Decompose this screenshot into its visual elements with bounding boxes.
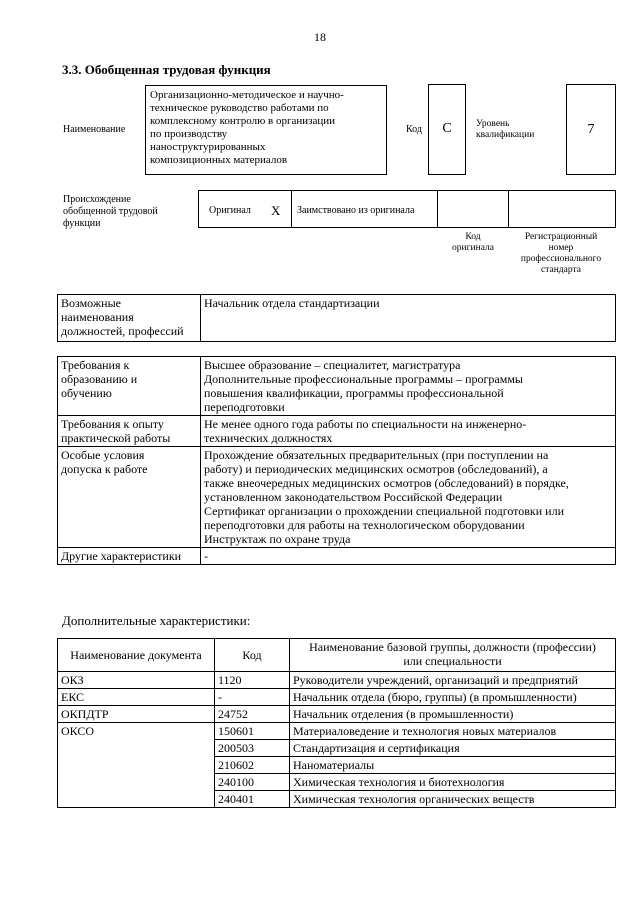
- requirement-value: Прохождение обязательных предварительных (при поступлении на работу) и периодических медицинских осмотров (обследований), а также внеочередных медицинских осмотров (обследований) в порядке, установленном законодательством Российской Федерации Сертификат организации о прохождении специальной подготовки или переподготовки для работы на технологическом оборудовании Инструктаж по охране труда: [201, 447, 616, 548]
- borrowed-label: Заимствовано из оригинала: [297, 205, 415, 216]
- table-row: [58, 706, 616, 723]
- original-mark: X: [271, 203, 281, 218]
- requirement-label: Особые условия допуска к работе: [58, 447, 201, 548]
- requirement-row: [58, 447, 616, 548]
- cell-document: ОКЗ: [58, 672, 215, 689]
- positions-row: [58, 295, 616, 342]
- cell-code: 1120: [215, 672, 290, 689]
- name-label: Наименование: [63, 124, 126, 135]
- cell-document: ЕКС: [58, 689, 215, 706]
- requirement-value: Высшее образование – специалитет, магистратура Дополнительные профессиональные программы – программы повышения квалификации, программы профессиональной переподготовки: [201, 357, 616, 416]
- code-original-caption: Код оригинала: [452, 232, 494, 253]
- name-value: Организационно-методическое и научно- техническое руководство работами по комплексному контролю в организации по производству наноструктурированных композиционных материалов: [145, 85, 387, 175]
- cell-group: Начальник отдела (бюро, группы) (в промышленности): [290, 689, 616, 706]
- cell-group: Стандартизация и сертификация: [290, 740, 616, 757]
- requirement-row: [58, 357, 616, 416]
- table-row: [58, 689, 616, 706]
- section-title: 3.3. Обобщенная трудовая функция: [62, 62, 271, 77]
- cell-group: Материаловедение и технология новых материалов: [290, 723, 616, 740]
- origin-table: [198, 190, 616, 228]
- level-value: 7: [587, 122, 595, 137]
- cell-document: ОКПДТР: [58, 706, 215, 723]
- header-group: Наименование базовой группы, должности (профессии) или специальности: [290, 639, 616, 672]
- requirements-table: [57, 356, 616, 565]
- code-label: Код: [406, 124, 422, 135]
- additional-header-row: [58, 639, 616, 672]
- level-label: Уровень квалификации: [476, 119, 535, 140]
- header-document: Наименование документа: [58, 639, 215, 672]
- requirement-value: Не менее одного года работы по специальности на инженерно- технических должностях: [201, 416, 616, 447]
- origin-label: Происхождение обобщенной трудовой функции: [63, 194, 158, 229]
- table-row: [58, 723, 616, 740]
- cell-group: Начальник отделения (в промышленности): [290, 706, 616, 723]
- cell-code: 150601: [215, 723, 290, 740]
- requirement-value: -: [201, 548, 616, 565]
- reg-number-caption: Регистрационный номер профессионального стандарта: [520, 232, 602, 275]
- requirement-row: [58, 416, 616, 447]
- cell-code: 240100: [215, 774, 290, 791]
- cell-group: Химическая технология и биотехнология: [290, 774, 616, 791]
- original-label: Оригинал: [209, 205, 251, 216]
- positions-label: Возможные наименования должностей, профессий: [58, 295, 201, 342]
- header-code: Код: [215, 639, 290, 672]
- code-value-box: [428, 84, 466, 175]
- additional-title: Дополнительные характеристики:: [62, 613, 251, 628]
- positions-value: Начальник отдела стандартизации: [201, 295, 616, 342]
- requirement-label: Другие характеристики: [58, 548, 201, 565]
- cell-code: 24752: [215, 706, 290, 723]
- cell-code: 210602: [215, 757, 290, 774]
- cell-group: Наноматериалы: [290, 757, 616, 774]
- table-row: [58, 672, 616, 689]
- cell-group: Руководители учреждений, организаций и предприятий: [290, 672, 616, 689]
- level-value-box: [566, 84, 616, 175]
- page-number: 18: [314, 30, 326, 44]
- positions-table: [57, 294, 616, 342]
- additional-table: [57, 638, 616, 808]
- requirement-row: [58, 548, 616, 565]
- cell-code: -: [215, 689, 290, 706]
- requirement-label: Требования к опыту практической работы: [58, 416, 201, 447]
- requirement-label: Требования к образованию и обучению: [58, 357, 201, 416]
- cell-code: 240401: [215, 791, 290, 808]
- cell-document: ОКСО: [58, 723, 215, 808]
- cell-code: 200503: [215, 740, 290, 757]
- cell-group: Химическая технология органических веществ: [290, 791, 616, 808]
- code-value: C: [442, 121, 452, 136]
